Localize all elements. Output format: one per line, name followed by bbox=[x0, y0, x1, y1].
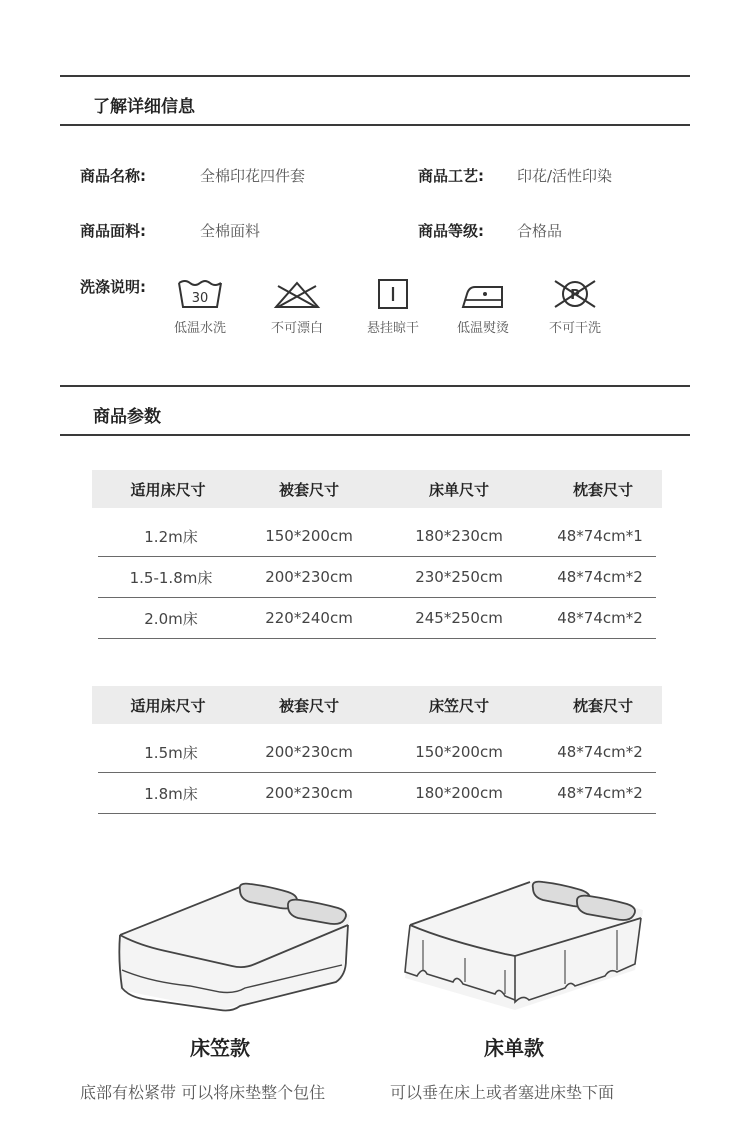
size-table-flat-sheet bbox=[92, 470, 662, 639]
table-cell: 245*250cm bbox=[415, 609, 503, 627]
flat-style-title: 床单款 bbox=[484, 1036, 544, 1060]
flat-sheet-illustration bbox=[395, 870, 655, 1020]
wash-caption: 不可干洗 bbox=[548, 321, 601, 336]
table-cell: 230*250cm bbox=[415, 568, 503, 586]
product-name-value: 全棉印花四件套 bbox=[200, 167, 306, 185]
table-cell: 150*200cm bbox=[415, 743, 503, 761]
table-cell: 200*230cm bbox=[265, 743, 353, 761]
wash-caption: 不可漂白 bbox=[270, 321, 323, 336]
table-cell: 180*230cm bbox=[415, 527, 503, 545]
fitted-style-title: 床笠款 bbox=[190, 1036, 250, 1060]
section-divider-bottom bbox=[60, 124, 690, 126]
wash-caption: 悬挂晾干 bbox=[366, 321, 419, 336]
table-row bbox=[98, 598, 656, 639]
fitted-sheet-illustration bbox=[110, 870, 360, 1020]
header-sheet-size: 床单尺寸 bbox=[428, 480, 489, 499]
product-craft-label: 商品工艺: bbox=[418, 167, 484, 185]
table-header bbox=[92, 470, 662, 508]
table-cell: 1.2m床 bbox=[144, 527, 198, 546]
wash-item-iron-low bbox=[438, 278, 528, 336]
wash-item-low-temp bbox=[155, 278, 245, 336]
table-cell: 200*230cm bbox=[265, 568, 353, 586]
table-cell: 1.8m床 bbox=[144, 784, 198, 803]
product-grade-label: 商品等级: bbox=[418, 222, 484, 240]
fitted-style-description: 底部有松紧带 可以将床垫整个包住 bbox=[80, 1083, 326, 1102]
params-section-title: 商品参数 bbox=[93, 407, 161, 427]
header-bed-size: 适用床尺寸 bbox=[130, 696, 206, 715]
table-cell: 48*74cm*2 bbox=[557, 609, 643, 627]
header-duvet-size: 被套尺寸 bbox=[278, 696, 339, 715]
product-fabric-value: 全棉面料 bbox=[200, 222, 261, 240]
table-cell: 48*74cm*2 bbox=[557, 743, 643, 761]
wash-instructions-label: 洗涤说明: bbox=[80, 278, 146, 296]
header-fitted-size: 床笠尺寸 bbox=[428, 696, 489, 715]
table-cell: 48*74cm*1 bbox=[557, 527, 643, 545]
table-row bbox=[98, 732, 656, 773]
product-fabric-label: 商品面料: bbox=[80, 222, 146, 240]
table-cell: 180*200cm bbox=[415, 784, 503, 802]
hang-dry-icon bbox=[369, 278, 417, 310]
table-header bbox=[92, 686, 662, 724]
wash-caption: 低温熨烫 bbox=[456, 321, 509, 336]
header-pillowcase-size: 枕套尺寸 bbox=[572, 696, 633, 715]
wash-caption: 低温水洗 bbox=[173, 321, 226, 336]
dry-clean-letter: P bbox=[570, 288, 580, 303]
header-duvet-size: 被套尺寸 bbox=[278, 480, 339, 499]
flat-style-description: 可以垂在床上或者塞进床垫下面 bbox=[390, 1083, 615, 1102]
section-divider-top bbox=[60, 385, 690, 387]
size-table-fitted-sheet bbox=[92, 686, 662, 814]
table-row bbox=[98, 773, 656, 814]
product-name-label: 商品名称: bbox=[80, 167, 146, 185]
table-cell: 48*74cm*2 bbox=[557, 568, 643, 586]
product-grade-value: 合格品 bbox=[517, 222, 563, 240]
details-section-title: 了解详细信息 bbox=[93, 97, 195, 117]
product-craft-value: 印花/活性印染 bbox=[517, 167, 613, 185]
no-dry-clean-icon bbox=[551, 278, 599, 310]
wash-30-icon bbox=[176, 278, 224, 310]
table-cell: 200*230cm bbox=[265, 784, 353, 802]
wash-temp-text: 30 bbox=[191, 291, 209, 306]
table-cell: 220*240cm bbox=[265, 609, 353, 627]
header-pillowcase-size: 枕套尺寸 bbox=[572, 480, 633, 499]
table-row bbox=[98, 557, 656, 598]
table-row bbox=[98, 516, 656, 557]
wash-item-no-bleach bbox=[252, 278, 342, 336]
table-cell: 48*74cm*2 bbox=[557, 784, 643, 802]
no-bleach-icon bbox=[273, 278, 321, 310]
table-cell: 2.0m床 bbox=[144, 609, 198, 628]
header-bed-size: 适用床尺寸 bbox=[130, 480, 206, 499]
iron-low-icon bbox=[459, 278, 507, 310]
table-cell: 1.5-1.8m床 bbox=[129, 568, 213, 587]
table-cell: 1.5m床 bbox=[144, 743, 198, 762]
section-divider-top bbox=[60, 75, 690, 77]
table-cell: 150*200cm bbox=[265, 527, 353, 545]
wash-item-no-dry-clean bbox=[530, 278, 620, 336]
wash-item-hang-dry bbox=[348, 278, 438, 336]
section-divider-bottom bbox=[60, 434, 690, 436]
